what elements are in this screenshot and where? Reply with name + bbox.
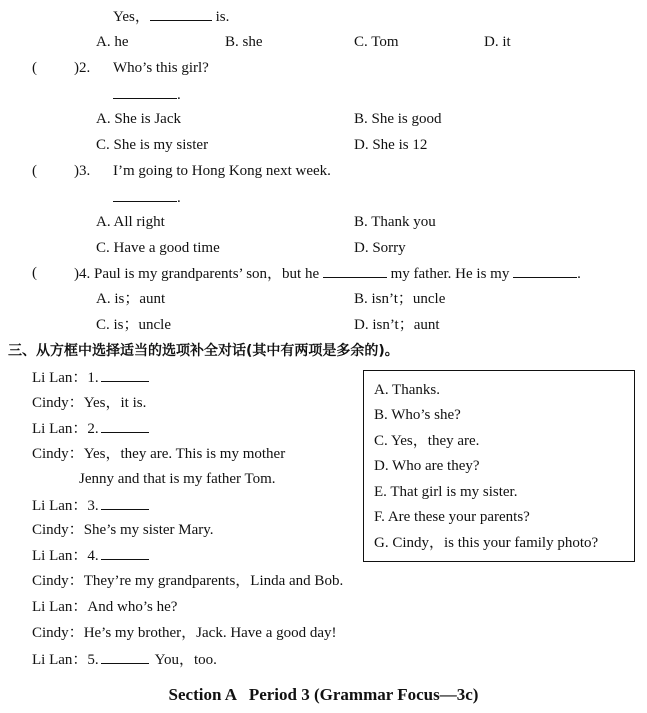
q3-option-d[interactable]: D. Sorry (354, 240, 406, 256)
q3-option-a[interactable]: A. All right (96, 214, 165, 230)
q3-question: I’m going to Hong Kong next week. (113, 163, 331, 179)
dialogue-blank-5[interactable] (101, 650, 149, 664)
q3-option-b[interactable]: B. Thank you (354, 214, 436, 230)
q2-answer-paren-close: )2. (74, 60, 91, 76)
q1-blank[interactable] (150, 7, 212, 21)
q4-option-d[interactable]: D. isn’t；aunt (354, 317, 440, 333)
dialogue-blank-4[interactable] (101, 546, 149, 560)
q4-option-a[interactable]: A. is；aunt (96, 291, 166, 307)
dialogue-blank-2[interactable] (101, 419, 149, 433)
q1-stem: Yes， is. (113, 9, 230, 25)
dialogue-blank-1[interactable] (101, 368, 149, 382)
dialogue-line-12: Li Lan：5. You，too. (32, 652, 217, 668)
box-option-a[interactable]: A. Thanks. (374, 382, 440, 398)
q2-answer-line: . (113, 85, 181, 104)
q1-option-d[interactable]: D. it (484, 34, 511, 50)
section-3-heading: 三、从方框中选择适当的选项补全对话(其中有两项是多余的)。 (8, 343, 399, 359)
dialogue-line-10: Li Lan：And who’s he? (32, 599, 178, 615)
q4-blank-2[interactable] (513, 264, 577, 278)
q1-option-a[interactable]: A. he (96, 34, 129, 50)
q4-question: )4. Paul is my grandparents’ son，but he my father. He is my . (74, 266, 581, 282)
dialogue-line-9: Cindy：They’re my grandparents，Linda and Bob. (32, 573, 344, 589)
q3-answer-paren-open: ( (32, 163, 37, 179)
box-option-c[interactable]: C. Yes，they are. (374, 433, 480, 449)
q4-option-b[interactable]: B. isn’t；uncle (354, 291, 446, 307)
q3-answer-line: . (113, 188, 181, 207)
dialogue-line-3: Li Lan：2. (32, 419, 149, 438)
box-option-d[interactable]: D. Who are they? (374, 458, 480, 474)
q2-blank[interactable] (113, 85, 177, 99)
dialogue-line-8: Li Lan：4. (32, 546, 149, 565)
dialogue-line-11: Cindy：He’s my brother，Jack. Have a good day! (32, 625, 337, 641)
dialogue-line-6: Li Lan：3. (32, 496, 149, 515)
section-footer-title: Section A Period 3 (Grammar Focus—3c) (168, 685, 479, 704)
q3-answer-paren-close: )3. (74, 163, 91, 179)
q2-question: Who’s this girl? (113, 60, 209, 76)
q3-option-c[interactable]: C. Have a good time (96, 240, 220, 256)
dialogue-blank-3[interactable] (101, 496, 149, 510)
dialogue-line-2: Cindy：Yes，it is. (32, 395, 147, 411)
dialogue-line-4: Cindy：Yes，they are. This is my mother (32, 446, 286, 462)
q3-blank[interactable] (113, 188, 177, 202)
box-option-f[interactable]: F. Are these your parents? (374, 509, 530, 525)
q2-option-d[interactable]: D. She is 12 (354, 137, 428, 153)
box-option-b[interactable]: B. Who’s she? (374, 407, 461, 423)
q1-option-b[interactable]: B. she (225, 34, 263, 50)
dialogue-line-7: Cindy：She’s my sister Mary. (32, 522, 214, 538)
q1-option-c[interactable]: C. Tom (354, 34, 399, 50)
q2-option-c[interactable]: C. She is my sister (96, 137, 209, 153)
q4-blank-1[interactable] (323, 264, 387, 278)
dialogue-line-5: Jenny and that is my father Tom. (79, 471, 276, 487)
dialogue-line-1: Li Lan：1. (32, 368, 149, 387)
q2-option-a[interactable]: A. She is Jack (96, 111, 181, 127)
box-option-g[interactable]: G. Cindy，is this your family photo? (374, 535, 599, 551)
q4-answer-paren-open: ( (32, 265, 37, 281)
options-box (363, 370, 635, 562)
q2-option-b[interactable]: B. She is good (354, 111, 442, 127)
q4-option-c[interactable]: C. is；uncle (96, 317, 171, 333)
q2-answer-paren-open: ( (32, 60, 37, 76)
box-option-e[interactable]: E. That girl is my sister. (374, 484, 518, 500)
